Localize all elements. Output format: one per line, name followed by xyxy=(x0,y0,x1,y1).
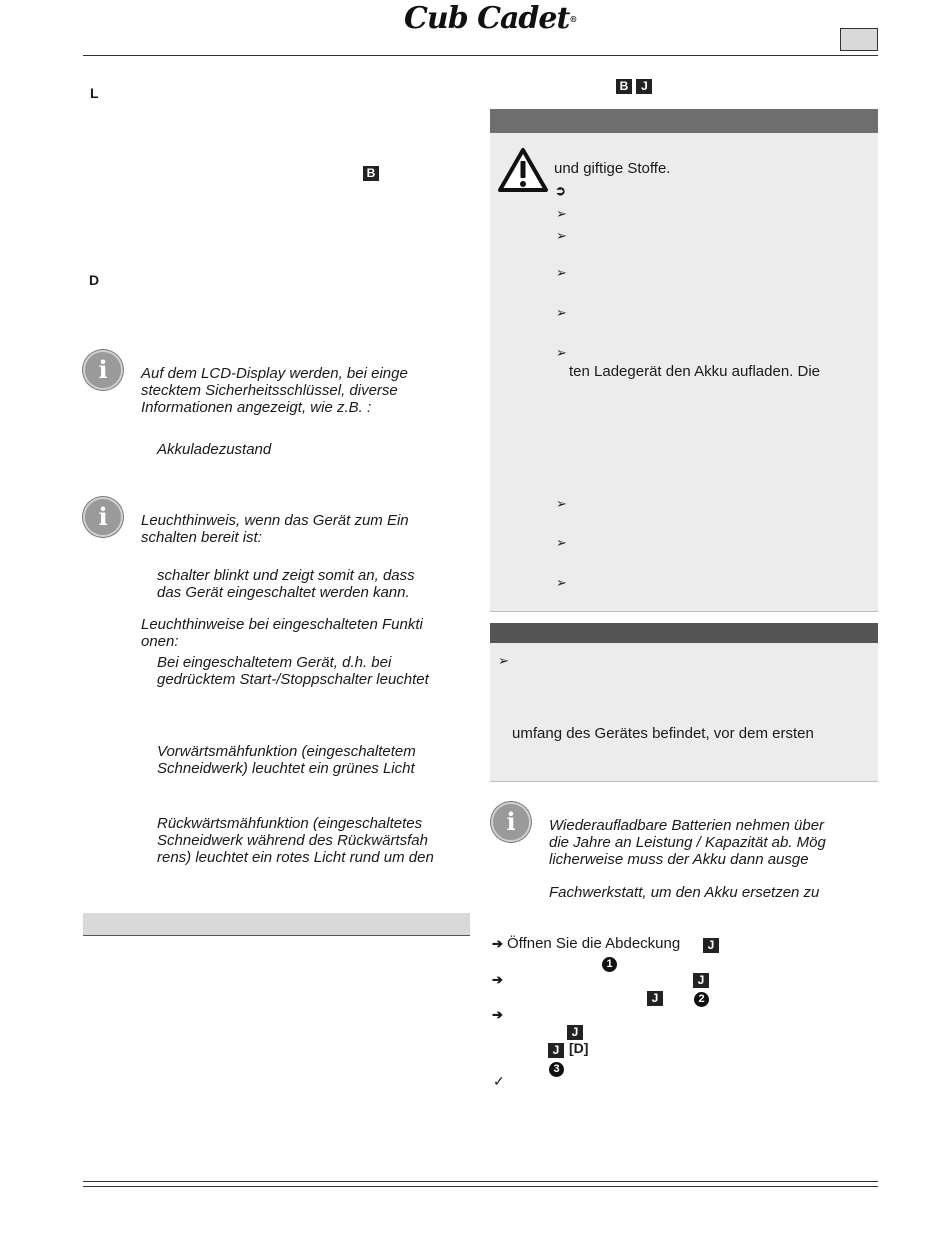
info2-sub4-line3: rens) leuchtet ein rotes Licht rund um den xyxy=(157,849,434,866)
info1-item1: Akkuladezustand xyxy=(157,441,272,458)
figure-ref-b-label: B xyxy=(363,166,379,181)
notice-text1: umfang des Gerätes befindet, vor dem ersten xyxy=(512,725,814,742)
info1-line2: stecktem Sicherheitsschlüssel, diverse xyxy=(141,382,398,399)
check-icon: ✓ xyxy=(493,1073,505,1089)
warning-text1: und giftige Stoffe. xyxy=(554,160,671,177)
bullet-arrowhead-icon: ➢ xyxy=(556,575,567,590)
bullet-arrowhead-icon: ➢ xyxy=(556,305,567,320)
callout-3 xyxy=(549,1059,564,1077)
section-label-l: L xyxy=(90,85,99,101)
figure-ref-j-label: J xyxy=(548,1043,564,1058)
footer-rule xyxy=(83,1186,878,1187)
info-icon: i xyxy=(491,802,531,842)
warning-header-icon xyxy=(490,109,878,133)
step3-ref2 xyxy=(548,1041,564,1059)
callout-1 xyxy=(602,954,617,972)
step1-ref xyxy=(703,936,719,954)
step-arrow-icon: ➔ xyxy=(492,936,503,951)
circle-arrow-icon: ➲ xyxy=(555,183,566,198)
section-heading-bar xyxy=(83,913,470,936)
figure-ref-b xyxy=(363,164,379,182)
step2-ref2 xyxy=(647,989,663,1007)
step-arrow-icon: ➔ xyxy=(492,972,503,987)
info2-line3: Leuchthinweise bei eingeschalteten Funkti xyxy=(141,616,423,633)
header-rule xyxy=(83,55,878,56)
figure-ref-b-label: B xyxy=(616,79,632,94)
footer-rule xyxy=(83,1181,878,1182)
notice-panel xyxy=(490,623,878,782)
info2-sub2-line1: Bei eingeschaltetem Gerät, d.h. bei xyxy=(157,654,392,671)
info2-line4: onen: xyxy=(141,633,179,650)
figure-ref-d: [D] xyxy=(569,1040,589,1056)
step1-text: Öffnen Sie die Abdeckung xyxy=(507,935,681,952)
figure-ref-j-label: J xyxy=(647,991,663,1006)
step2-ref xyxy=(693,971,709,989)
warning-triangle-icon xyxy=(497,147,549,193)
info2-sub2-line2: gedrücktem Start-/Stoppschalter leuchtet xyxy=(157,671,429,688)
info-icon: i xyxy=(83,350,123,390)
info2-sub3-line1: Vorwärtsmähfunktion (eingeschaltetem xyxy=(157,743,416,760)
info1-line3: Informationen angezeigt, wie z.B. : xyxy=(141,399,372,416)
section-label-d: D xyxy=(89,272,100,288)
step3-ref xyxy=(567,1023,583,1041)
warning-header xyxy=(490,109,878,133)
callout-number: 3 xyxy=(549,1062,564,1077)
info2-sub4-line1: Rückwärtsmähfunktion (eingeschaltetes xyxy=(157,815,423,832)
bullet-arrowhead-icon: ➢ xyxy=(556,535,567,550)
info2-sub1-line2: das Gerät eingeschaltet werden kann. xyxy=(157,584,410,601)
info-icon: i xyxy=(83,497,123,537)
bullet-arrowhead-icon: ➢ xyxy=(556,206,567,221)
logo-mark: ® xyxy=(569,14,577,24)
figure-ref-j-label: J xyxy=(567,1025,583,1040)
info3-line2: die Jahre an Leistung / Kapazität ab. Mög xyxy=(549,834,826,851)
bullet-arrowhead-icon: ➢ xyxy=(556,496,567,511)
bullet-arrowhead-icon: ➢ xyxy=(498,653,509,668)
figure-ref-j-label: J xyxy=(636,79,652,94)
notice-panel-header xyxy=(490,623,878,643)
callout-2 xyxy=(694,989,709,1007)
bullet-arrowhead-icon: ➢ xyxy=(556,345,567,360)
callout-number: 1 xyxy=(602,957,617,972)
figure-ref-j-label: J xyxy=(703,938,719,953)
cub-cadet-logo xyxy=(404,1,578,36)
warning-text2: ten Ladegerät den Akku aufladen. Die xyxy=(569,363,821,380)
info2-sub4-line2: Schneidwerk während des Rückwärtsfah xyxy=(157,832,428,849)
info2-sub1-line1: schalter blinkt und zeigt somit an, dass xyxy=(157,567,415,584)
bullet-arrowhead-icon: ➢ xyxy=(556,228,567,243)
logo-text: Cub Cadet xyxy=(404,1,570,36)
info3-line3: licherweise muss der Akku dann ausge xyxy=(549,851,809,868)
figure-ref-j-label: J xyxy=(693,973,709,988)
info2-sub3-line2: Schneidwerk) leuchtet ein grünes Licht xyxy=(157,760,415,777)
bullet-arrowhead-icon: ➢ xyxy=(556,265,567,280)
info3-line1: Wiederaufladbare Batterien nehmen über xyxy=(549,817,825,834)
info2-line1: Leuchthinweis, wenn das Gerät zum Ein xyxy=(141,512,409,529)
info1-line1: Auf dem LCD-Display werden, bei einge xyxy=(141,365,408,382)
callout-number: 2 xyxy=(694,992,709,1007)
info2-line2: schalten bereit ist: xyxy=(141,529,262,546)
figure-refs xyxy=(616,77,652,95)
info3-line4: Fachwerkstatt, um den Akku ersetzen zu xyxy=(549,884,820,901)
step-arrow-icon: ➔ xyxy=(492,1007,503,1022)
page-number-box xyxy=(840,28,878,51)
